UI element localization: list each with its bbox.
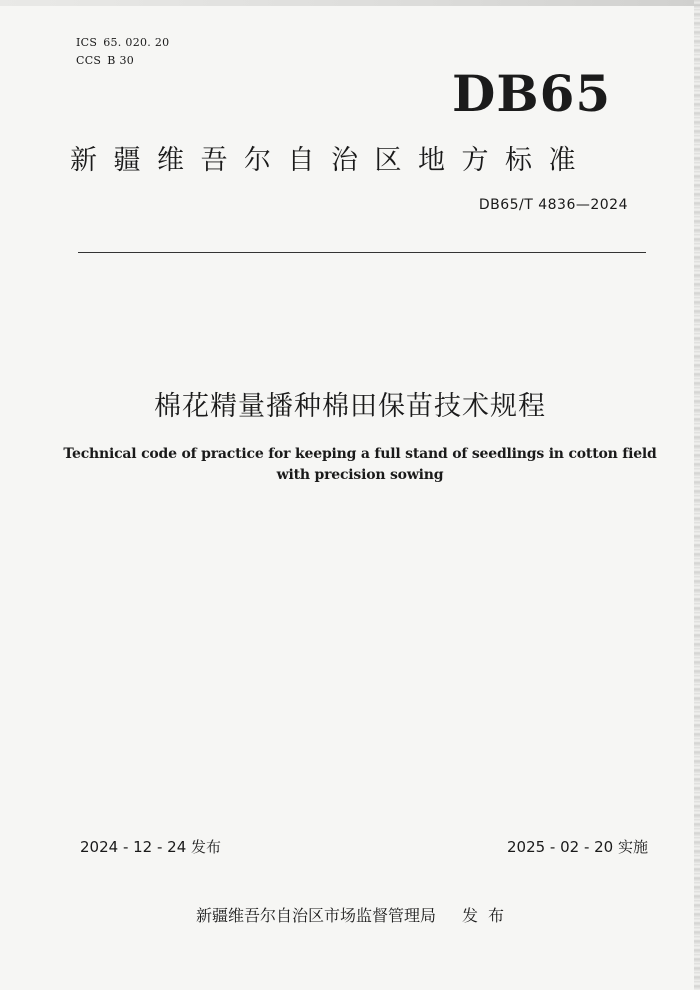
standard-name: 新疆维吾尔自治区地方标准 [70, 145, 592, 176]
issue-date: 2024 - 12 - 24 发布 [80, 838, 222, 856]
issuer-name: 新疆维吾尔自治区市场监督管理局 [196, 906, 437, 925]
ccs-value: B 30 [107, 54, 135, 67]
english-title-line-1: Technical code of practice for keeping a full stand of seedlings in cotton field [63, 446, 657, 462]
scan-top-edge [0, 0, 700, 6]
standard-code: DB65/T 4836—2024 [478, 197, 628, 213]
document-title-english [60, 444, 660, 486]
english-title-line-2: with precision sowing [276, 467, 444, 483]
ics-label: ICS [76, 36, 98, 49]
scan-right-edge [694, 0, 700, 990]
ccs-label: CCS [76, 54, 102, 67]
header-divider [78, 252, 646, 253]
ccs-classification [76, 54, 140, 67]
implementation-date: 2025 - 02 - 20 实施 [506, 838, 648, 856]
issuing-authority [196, 903, 514, 926]
issuer-action: 发布 [462, 906, 515, 925]
ics-classification [76, 36, 175, 49]
db65-logo: DB65 [452, 64, 612, 123]
document-title-chinese: 棉花精量播种棉田保苗技术规程 [154, 391, 546, 422]
ics-value: 65. 020. 20 [103, 36, 170, 49]
